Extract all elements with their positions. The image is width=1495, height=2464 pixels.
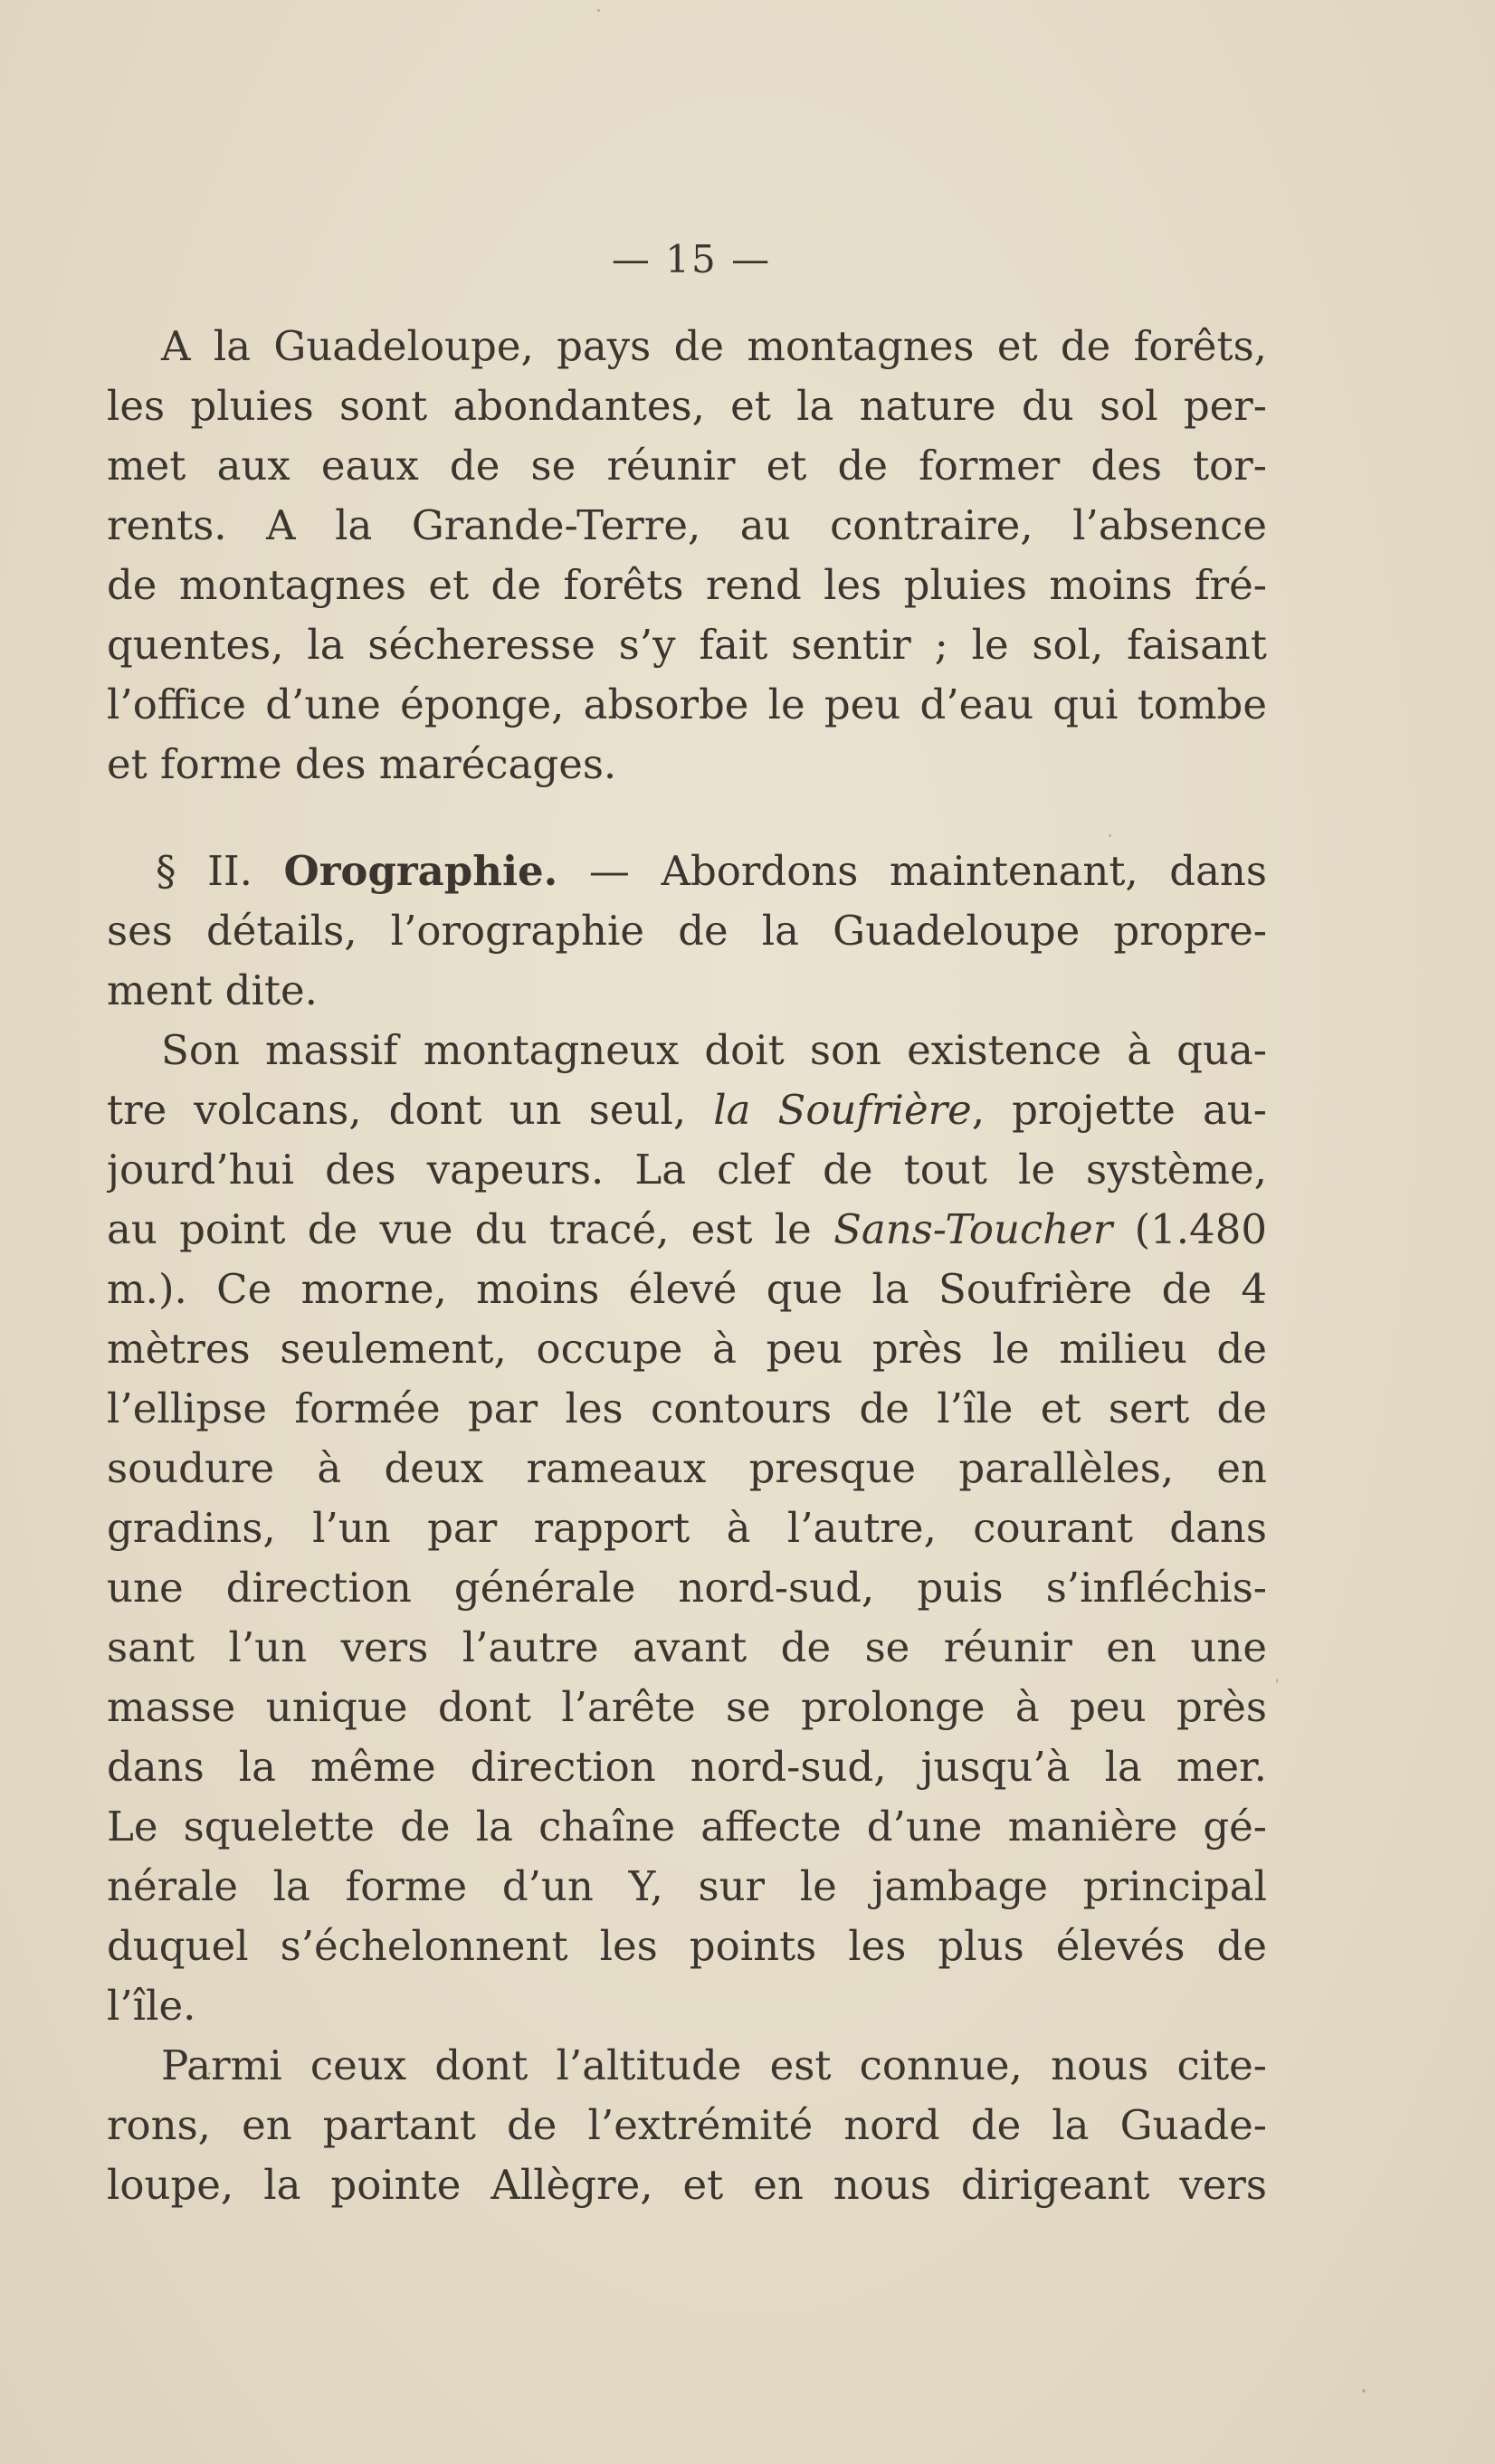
- text-run: (1.480: [1112, 1205, 1267, 1253]
- text-run: au point de vue du tracé, est le: [107, 1205, 834, 1253]
- text-line: gradins, l’un par rapport à l’autre, courant dans: [107, 1504, 1267, 1552]
- text-line: Le squelette de la chaîne affecte d’une manière gé-: [107, 1803, 1267, 1850]
- page-number: — 15 —: [611, 237, 772, 281]
- text-line: rents. A la Grande-Terre, au contraire, l’absence: [107, 501, 1267, 549]
- text-line: l’île.: [107, 1982, 196, 2030]
- text-line: [107, 1080, 1267, 1140]
- text-line: [107, 1200, 1267, 1260]
- text-line: A la Guadeloupe, pays de montagnes et de forêts,: [161, 322, 1267, 370]
- text-line: Son massif montagneux doit son existence à qua-: [161, 1026, 1267, 1074]
- text-line: masse unique dont l’arête se prolonge à peu près: [107, 1683, 1267, 1731]
- text-line: loupe, la pointe Allègre, et en nous dirigeant vers: [107, 2161, 1267, 2209]
- text-run: , projette au-: [971, 1086, 1267, 1134]
- text-line: quentes, la sécheresse s’y fait sentir ; le sol, faisant: [107, 621, 1267, 669]
- section-title: Orographie.: [283, 847, 558, 895]
- text-line: et forme des marécages.: [107, 740, 617, 788]
- text-line: met aux eaux de se réunir et de former des tor-: [107, 442, 1267, 490]
- text-line: dans la même direction nord-sud, jusqu’à la mer.: [107, 1743, 1267, 1791]
- text-line: ment dite.: [107, 966, 318, 1014]
- text-line: m.). Ce morne, moins élevé que la Soufrière de 4: [107, 1265, 1267, 1313]
- place-name-soufriere: la Soufrière: [713, 1086, 972, 1134]
- text-line: nérale la forme d’un Y, sur le jambage principal: [107, 1862, 1267, 1910]
- text-line: de montagnes et de forêts rend les pluies moins fré-: [107, 561, 1267, 609]
- text-line: jourd’hui des vapeurs. La clef de tout le système,: [107, 1146, 1267, 1194]
- text-line: mètres seulement, occupe à peu près le milieu de: [107, 1325, 1267, 1373]
- section-intro: — Abordons maintenant, dans: [557, 847, 1267, 895]
- section-heading-line: [107, 842, 1267, 901]
- body-text: [107, 317, 1267, 2215]
- text-line: l’office d’une éponge, absorbe le peu d’eau qui tombe: [107, 680, 1267, 728]
- text-line: duquel s’échelonnent les points les plus élevés de: [107, 1922, 1267, 1970]
- text-run: tre volcans, dont un seul,: [107, 1086, 714, 1134]
- section-gap: [107, 794, 1267, 842]
- place-name-sans-toucher: Sans-Toucher: [833, 1205, 1113, 1253]
- text-line: Parmi ceux dont l’altitude est connue, nous cite-: [161, 2041, 1267, 2089]
- section-marker: § II.: [156, 847, 252, 895]
- text-line: l’ellipse formée par les contours de l’île et sert de: [107, 1384, 1267, 1432]
- text-line: soudure à deux rameaux presque parallèles, en: [107, 1444, 1267, 1492]
- text-line: rons, en partant de l’extrémité nord de la Guade-: [107, 2101, 1267, 2149]
- text-line: les pluies sont abondantes, et la nature du sol per-: [107, 382, 1267, 430]
- text-line: ses détails, l’orographie de la Guadeloupe propre-: [107, 907, 1267, 955]
- text-line: sant l’un vers l’autre avant de se réunir en une: [107, 1623, 1267, 1671]
- text-line: une direction générale nord-sud, puis s’infléchis-: [107, 1564, 1267, 1612]
